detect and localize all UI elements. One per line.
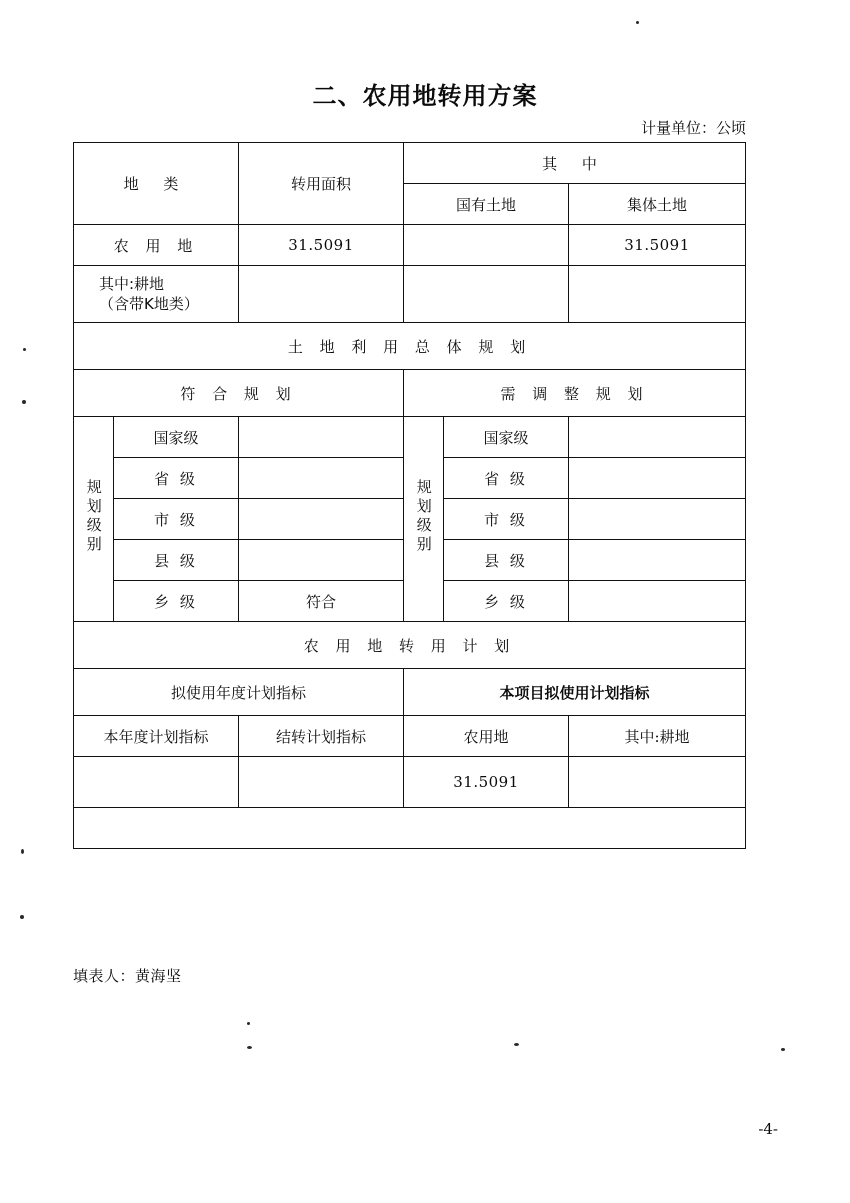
row-agricultural-land-collective: 31.5091 [569, 225, 746, 266]
scan-speck [247, 1022, 250, 1025]
page-title: 二、农用地转用方案 [312, 82, 538, 110]
conform-level-city: 市 级 [114, 499, 239, 540]
adjust-value-city [569, 499, 746, 540]
row-cultivated-land-state [404, 266, 569, 323]
col-current-year-plan: 本年度计划指标 [74, 716, 239, 757]
header-among-which: 其 中 [404, 143, 746, 184]
scan-speck [23, 348, 26, 351]
row-agricultural-land-state [404, 225, 569, 266]
adjust-level-township: 乡 级 [444, 581, 569, 622]
adjust-value-township [569, 581, 746, 622]
col-carryover-plan: 结转计划指标 [239, 716, 404, 757]
scan-speck [21, 849, 24, 854]
adjust-level-label: 规划级别 [404, 417, 444, 622]
conform-level-label: 规划级别 [74, 417, 114, 622]
table-row [74, 808, 746, 849]
table-row [74, 757, 746, 808]
scan-speck [22, 400, 26, 404]
table-row [74, 323, 746, 370]
header-land-type: 地 类 [74, 143, 239, 225]
conform-level-national: 国家级 [114, 417, 239, 458]
adjust-value-national [569, 417, 746, 458]
row-cultivated-land-label [74, 266, 239, 323]
project-plan-title: 本项目拟使用计划指标 [404, 669, 746, 716]
annual-plan-title: 拟使用年度计划指标 [74, 669, 404, 716]
conform-value-township: 符合 [239, 581, 404, 622]
adjust-value-province [569, 458, 746, 499]
row-cultivated-land-label-line2: （含带K地类） [99, 295, 199, 313]
value-carryover-plan [239, 757, 404, 808]
header-collective: 集体土地 [569, 184, 746, 225]
value-cultivated-land [569, 757, 746, 808]
row-agricultural-land-label: 农 用 地 [74, 225, 239, 266]
conform-value-province [239, 458, 404, 499]
adjust-level-province: 省 级 [444, 458, 569, 499]
adjust-level-city: 市 级 [444, 499, 569, 540]
page-number: -4- [758, 1120, 778, 1138]
conform-value-national [239, 417, 404, 458]
unit-note: 计量单位：公顷 [640, 119, 746, 137]
table-row [74, 622, 746, 669]
conform-value-county [239, 540, 404, 581]
scan-speck [514, 1043, 519, 1046]
conform-level-province: 省 级 [114, 458, 239, 499]
notes-block [74, 808, 746, 849]
row-cultivated-land-label-line1: 其中:耕地 [99, 274, 165, 293]
conform-plan-title: 符 合 规 划 [74, 370, 404, 417]
scan-speck [247, 1046, 252, 1049]
table-row [74, 716, 746, 757]
conform-level-township: 乡 级 [114, 581, 239, 622]
col-agricultural-land: 农用地 [404, 716, 569, 757]
table-row [74, 225, 746, 266]
row-cultivated-land-collective [569, 266, 746, 323]
table-row [74, 266, 746, 323]
header-convert-area: 转用面积 [239, 143, 404, 225]
scan-speck [636, 21, 639, 24]
header-state-owned: 国有土地 [404, 184, 569, 225]
conform-value-city [239, 499, 404, 540]
table-row [74, 669, 746, 716]
conform-level-county: 县 级 [114, 540, 239, 581]
table-row [74, 370, 746, 417]
table-row [74, 143, 746, 184]
section-overall-plan-title: 土 地 利 用 总 体 规 划 [74, 323, 746, 370]
value-current-year-plan [74, 757, 239, 808]
row-agricultural-land-area: 31.5091 [239, 225, 404, 266]
scan-speck [781, 1048, 785, 1051]
filler-label: 填表人：黄海坚 [73, 967, 182, 985]
row-cultivated-land-area [239, 266, 404, 323]
adjust-level-national: 国家级 [444, 417, 569, 458]
col-cultivated-land: 其中:耕地 [569, 716, 746, 757]
section-convert-plan-title: 农 用 地 转 用 计 划 [74, 622, 746, 669]
scan-speck [20, 915, 24, 919]
table-row [74, 417, 746, 458]
land-conversion-table [73, 142, 746, 849]
adjust-value-county [569, 540, 746, 581]
value-agricultural-land: 31.5091 [404, 757, 569, 808]
adjust-plan-title: 需 调 整 规 划 [404, 370, 746, 417]
adjust-level-county: 县 级 [444, 540, 569, 581]
